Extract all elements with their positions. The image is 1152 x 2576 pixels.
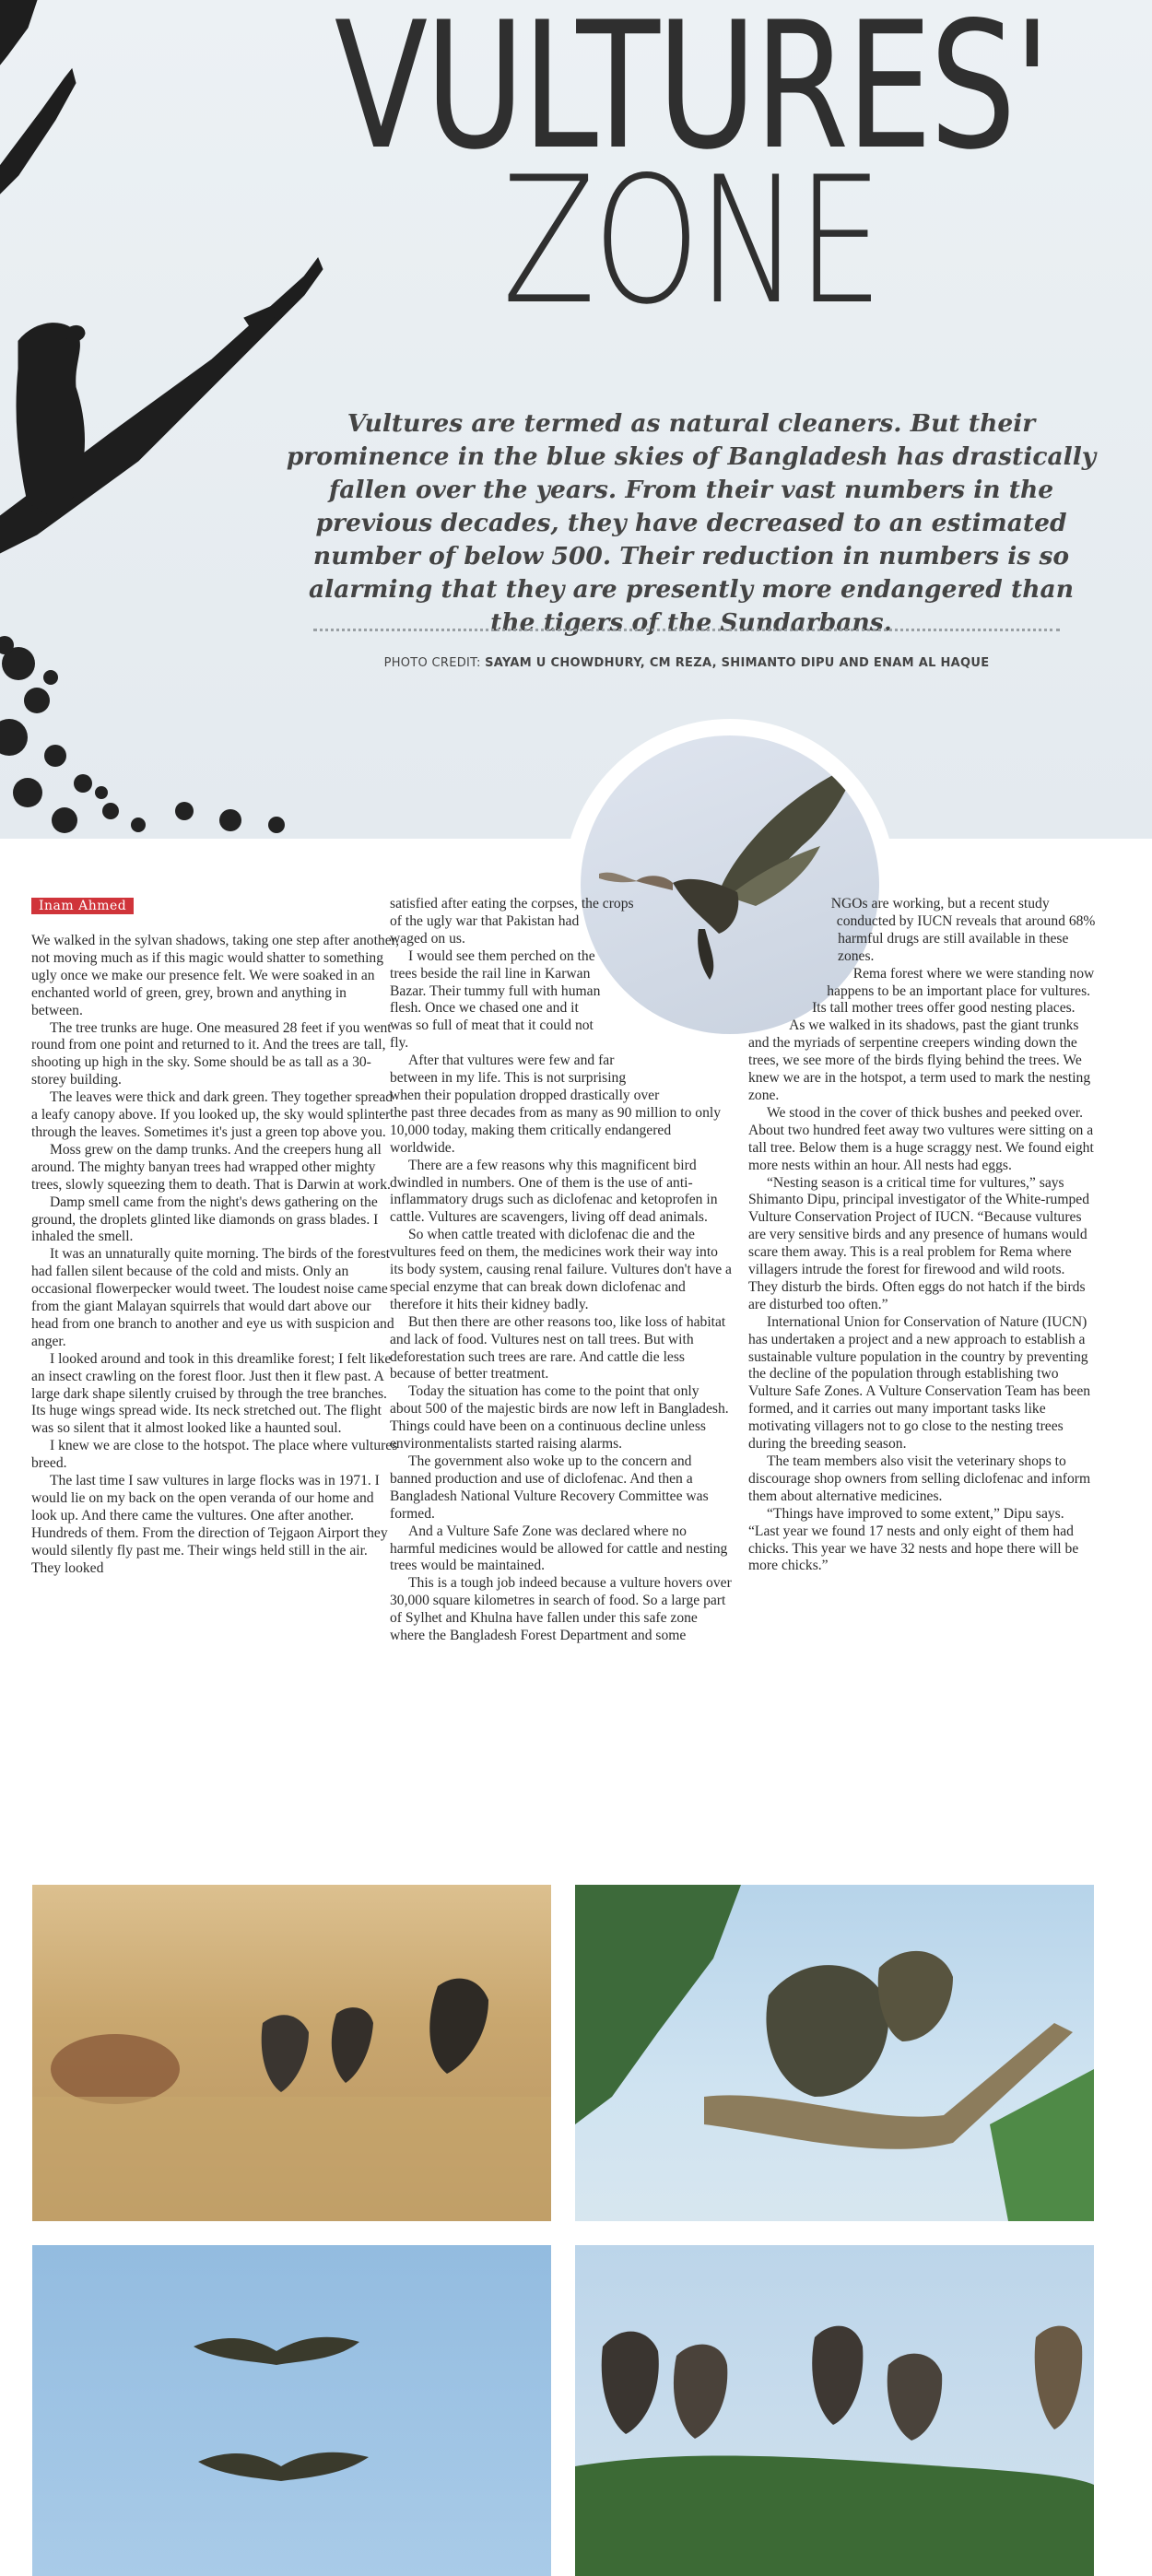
paragraph: There are a few reasons why this magnificent bird dwindled in numbers. One of them is the use of anti-inflammatory drugs such as diclofenac and ketoprofen in cattle. Vultures are scavengers, living off dead animals. (390, 1157, 718, 1226)
paragraph: It was an unnaturally quite morning. The birds of the forest had fallen silent because of the cold and mists. Only an occasional flowerpecker would tweet. The loudest noise came from the giant Malayan squirrels that would dart above our head from one branch to another and eye us with suspicion and anger. (31, 1246, 394, 1349)
vultures-in-grass-illustration (32, 1885, 551, 2221)
paragraph: NGOs are working, but a recent study conducted by IUCN reveals that around 68% harmful drugs are still available in these zones. (830, 896, 1096, 964)
article-column-1 (31, 933, 400, 1578)
article-column-2 (390, 896, 733, 1645)
paragraph: So when cattle treated with diclofenac die and the vultures feed on them, the medicines work their way into its body system, causing renal failure. Vultures don't have a special enzyme that can break down diclofenac and therefore it hits their kidney badly. (390, 1227, 732, 1312)
paragraph: We stood in the cover of thick bushes and peeked over. About two hundred feet away two vultures were sitting on a tall tree. Below them is a huge scraggy nest. We found eight more nests within an hour. All nests had eggs. (748, 1104, 1094, 1173)
paragraph: International Union for Conservation of Nature (IUCN) has undertaken a project and a new approach to establish a sustainable vulture population in the country by preventing the decline of the population through establishing two Vulture Safe Zones. A Vulture Conservation Team has been formed, and it carries out many important tasks like motivating villagers not to go close to the nesting trees during the breeding season. (748, 1313, 1091, 1453)
paragraph: The tree trunks are huge. One measured 28 feet if you went round from one point and returned to it. And the trees are tall, shooting up high in the sky. Some should be as tall as a 30-storey building. (31, 1019, 392, 1088)
photo-vultures-on-branch (575, 1885, 1094, 2221)
headline-line2: ZONE (501, 139, 881, 343)
vultures-on-branch-illustration (575, 1885, 1094, 2221)
paragraph: As we walked in its shadows, past the giant trunks and the myriads of serpentine creepers winding down the trees, we see more of the birds flying behind the trees. We knew we are in the hotspot, a term used to mark the nesting zone. (748, 1017, 1091, 1103)
paragraph: The government also woke up to the concern and banned production and use of diclofenac. And then a Bangladesh National Vulture Recovery Committee was formed. (390, 1453, 709, 1522)
photo-vultures-perched-group (575, 2245, 1094, 2576)
paragraph: satisfied after eating the corpses, the crops of the ugly war that Pakistan had waged on us. (390, 896, 634, 947)
vultures-flying-illustration (32, 2245, 551, 2576)
paragraph: I looked around and took in this dreamlike forest; I felt like an insect crawling on the forest floor. Just then it flew past. A large dark shape silently cruised by through the tree branches. Its huge wings spread wide. Its neck stretched out. The flight was so silent that it almost looked like a haunted soul. (31, 1350, 392, 1437)
intro-paragraph: Vultures are termed as natural cleaners. But their prominence in the blue skies of Bangladesh has drastically fallen over the years. From their vast numbers in the previous decades, they have decreased to an estimated number of below 500. Their reduction in numbers is so alarming that they are presently more endangered than the tigers of the Sundarbans. (286, 409, 1097, 637)
paragraph: But then there are other reasons too, like loss of habitat and lack of food. Vultures nest on tall trees. But with deforestation such trees are rare. And cattle die less because of better treatment. (390, 1313, 726, 1382)
vultures-perched-group-illustration (575, 2245, 1094, 2576)
paragraph: Rema forest where we were standing now happens to be an important place for vultures. Its tall mother trees offer good nesting places. (812, 965, 1095, 1017)
paragraph: This is a tough job indeed because a vulture hovers over 30,000 square kilometres in search of food. So a large part of Sylhet and Khulna have fallen under this safe zone where the Bangladesh Forest Department and some (390, 1575, 732, 1644)
paragraph: The last time I saw vultures in large flocks was in 1971. I would lie on my back on the open veranda of our home and look up. And there came the vultures. One after another. Hundreds of them. From the direction of Tejgaon Airport they would silently fly past me. Their wings held still in the air. They looked (31, 1473, 388, 1576)
paragraph: The team members also visit the veterinary shops to discourage shop owners from selling diclofenac and inform them about alternative medicines. (748, 1453, 1091, 1504)
paragraph: Damp smell came from the night's dews gathering on the ground, the droplets glinted like diamonds on grass blades. I inhaled the smell. (31, 1194, 379, 1245)
paragraph: I knew we are close to the hotspot. The place where vultures breed. (31, 1438, 398, 1472)
photo-credit-names: SAYAM U CHOWDHURY, CM REZA, SHIMANTO DIPU AND ENAM AL HAQUE (485, 656, 990, 670)
paragraph: And a Vulture Safe Zone was declared where no harmful medicines would be allowed for cattle and nesting trees would be maintained. (390, 1523, 728, 1574)
paragraph: After that vultures were few and far between in my life. This is not surprising when their population dropped drastically over the past three decades from as many as 90 million to only 10,000 today, making them critically endangered worldwide. (390, 1053, 721, 1156)
paragraph: I would see them perched on the trees beside the rail line in Karwan Bazar. Their tummy full with human flesh. Once we chased one and it was so full of meat that it could not fly. (390, 947, 601, 1052)
paragraph: Moss grew on the damp trunks. And the creepers hung all around. The mighty banyan trees had wrapped other mighty trees, slowly squeezing them to death. That is Darwin at work. (31, 1141, 391, 1193)
paragraph: The leaves were thick and dark green. They together spread a leafy canopy above. If you looked up, the sky would splinter through the leaves. Sometimes it's just a green top above you. (31, 1089, 394, 1140)
headline-line1: VULTURES' (334, 0, 1049, 188)
paragraph: We walked in the sylvan shadows, taking one step after another, not moving much as if this magic would shatter to something ugly once we make our presence felt. We were soaked in an enchanted world of green, grey, brown and anything in between. (31, 933, 400, 1018)
paragraph: “Nesting season is a critical time for vultures,” says Shimanto Dipu, principal investigator of the White-rumped Vulture Conservation Project of IUCN. “Because vultures are very sensitive birds and any presence of humans would scare them away. This is a real problem for Rema where villagers intrude the forest for firewood and wild roots. They disturb the birds. Often eggs do not hatch if the birds are disturbed too often.” (748, 1174, 1089, 1312)
photo-vultures-in-grass (32, 1885, 551, 2221)
photo-credit-label: PHOTO CREDIT: (383, 656, 481, 670)
paragraph: Today the situation has come to the point that only about 500 of the majestic birds are now left in Bangladesh. Things could have been on a continuous decline unless environmentalists started raising alarms. (390, 1383, 729, 1453)
byline-author: Inam Ahmed (31, 898, 134, 914)
dotted-divider (313, 629, 1060, 631)
photo-credit (313, 656, 1060, 670)
photo-vultures-flying (32, 2245, 551, 2576)
paragraph: “Things have improved to some extent,” Dipu says. “Last year we found 17 nests and only eight of them had chicks. This year we have 32 nests and hope there will be more chicks.” (748, 1505, 1079, 1574)
headline (230, 0, 1152, 343)
article-column-3 (748, 896, 1097, 1575)
